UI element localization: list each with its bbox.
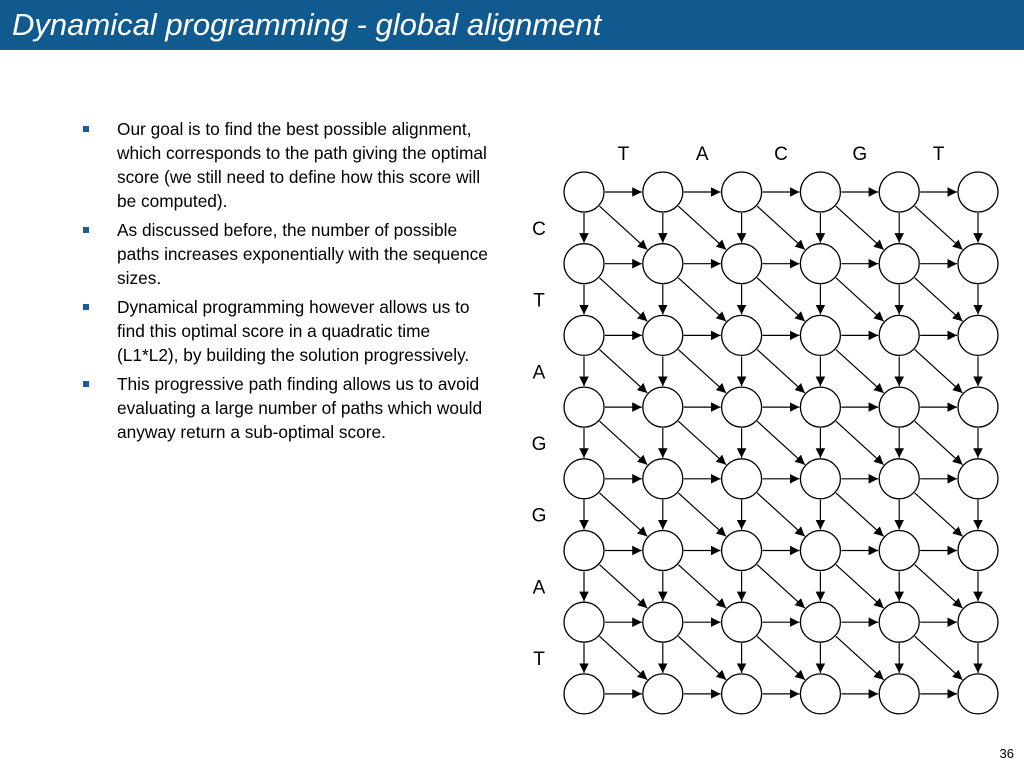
grid-node: [722, 602, 762, 642]
grid-node: [722, 315, 762, 355]
grid-node: [722, 459, 762, 499]
grid-node: [564, 531, 604, 571]
column-sequence-label: A: [695, 144, 709, 165]
row-sequence-label: A: [532, 577, 546, 599]
grid-node: [879, 315, 919, 355]
diagonal-arrow: [915, 278, 963, 321]
diagonal-arrow: [836, 565, 884, 608]
grid-node: [564, 674, 604, 714]
grid-node: [879, 172, 919, 212]
diagonal-arrow: [836, 421, 884, 464]
grid-node: [643, 602, 683, 642]
grid-node: [800, 172, 840, 212]
grid-node: [722, 531, 762, 571]
diagonal-arrow: [915, 350, 963, 393]
diagonal-arrow: [678, 565, 726, 608]
bullet-text: As discussed before, the number of possible paths increases exponentially with the sequence sizes.: [117, 220, 488, 288]
grid-node: [879, 674, 919, 714]
row-sequence-label: A: [532, 362, 546, 384]
row-sequence-label: T: [533, 290, 545, 312]
grid-node: [958, 602, 998, 642]
diagonal-arrow: [757, 493, 805, 536]
grid-node: [564, 602, 604, 642]
diagonal-arrow: [915, 493, 963, 536]
grid-node: [958, 674, 998, 714]
diagonal-arrow: [678, 206, 726, 249]
bullet-text: Our goal is to find the best possible alignment, which corresponds to the path giving the optimal score (we still need to define how this score will be computed).: [117, 119, 487, 211]
diagonal-arrow: [678, 278, 726, 321]
column-sequence-label: T: [932, 144, 945, 165]
grid-node: [800, 602, 840, 642]
grid-node: [879, 459, 919, 499]
diagonal-arrow: [757, 636, 805, 679]
diagonal-arrow: [757, 565, 805, 608]
grid-node: [643, 531, 683, 571]
column-sequence-label: G: [852, 144, 868, 165]
grid-node: [958, 315, 998, 355]
grid-node: [564, 387, 604, 427]
grid-node: [564, 244, 604, 284]
row-sequence-label: C: [532, 218, 546, 240]
row-sequence-label: T: [533, 649, 545, 671]
diagonal-arrow: [678, 493, 726, 536]
diagonal-arrow: [678, 350, 726, 393]
diagonal-arrow: [600, 206, 648, 249]
column-sequence-label: T: [617, 144, 630, 165]
diagonal-arrow: [600, 278, 648, 321]
grid-node: [722, 674, 762, 714]
grid-node: [722, 387, 762, 427]
bullet-text: Dynamical programming however allows us to find this optimal score in a quadratic time (L1*L2), by building the solution progressively.: [117, 297, 470, 365]
grid-node: [722, 244, 762, 284]
diagonal-arrow: [836, 636, 884, 679]
diagonal-arrow: [600, 350, 648, 393]
diagonal-arrow: [757, 206, 805, 249]
diagonal-arrow: [915, 636, 963, 679]
grid-node: [958, 387, 998, 427]
page-number: 36: [999, 746, 1014, 761]
diagonal-arrow: [915, 421, 963, 464]
grid-node: [800, 315, 840, 355]
diagonal-arrow: [678, 421, 726, 464]
diagonal-arrow: [836, 278, 884, 321]
grid-node: [958, 531, 998, 571]
grid-node: [643, 459, 683, 499]
diagonal-arrow: [678, 636, 726, 679]
grid-node: [958, 172, 998, 212]
diagonal-arrow: [836, 206, 884, 249]
slide-title: Dynamical programming - global alignment: [12, 7, 602, 42]
diagonal-arrow: [915, 565, 963, 608]
diagonal-arrow: [600, 421, 648, 464]
row-sequence-label: G: [531, 505, 547, 527]
diagonal-arrow: [757, 421, 805, 464]
grid-node: [564, 459, 604, 499]
grid-node: [800, 459, 840, 499]
grid-node: [564, 315, 604, 355]
diagonal-arrow: [836, 350, 884, 393]
grid-node: [800, 674, 840, 714]
grid-node: [958, 244, 998, 284]
grid-node: [879, 531, 919, 571]
grid-node: [958, 459, 998, 499]
grid-node: [800, 244, 840, 284]
grid-node: [879, 602, 919, 642]
row-sequence-label: G: [531, 433, 547, 455]
grid-node: [643, 387, 683, 427]
diagonal-arrow: [757, 278, 805, 321]
diagonal-arrow: [836, 493, 884, 536]
column-sequence-label: C: [774, 144, 788, 165]
grid-node: [643, 172, 683, 212]
grid-node: [564, 172, 604, 212]
diagonal-arrow: [757, 350, 805, 393]
diagonal-arrow: [915, 206, 963, 249]
diagonal-arrow: [600, 636, 648, 679]
grid-node: [879, 387, 919, 427]
diagonal-arrow: [600, 493, 648, 536]
grid-node: [800, 531, 840, 571]
diagonal-arrow: [600, 565, 648, 608]
grid-node: [800, 387, 840, 427]
grid-node: [643, 315, 683, 355]
bullet-text: This progressive path finding allows us to avoid evaluating a large number of paths which would anyway return a sub-optimal score.: [117, 374, 483, 442]
grid-node: [643, 244, 683, 284]
grid-node: [722, 172, 762, 212]
grid-node: [879, 244, 919, 284]
grid-node: [643, 674, 683, 714]
